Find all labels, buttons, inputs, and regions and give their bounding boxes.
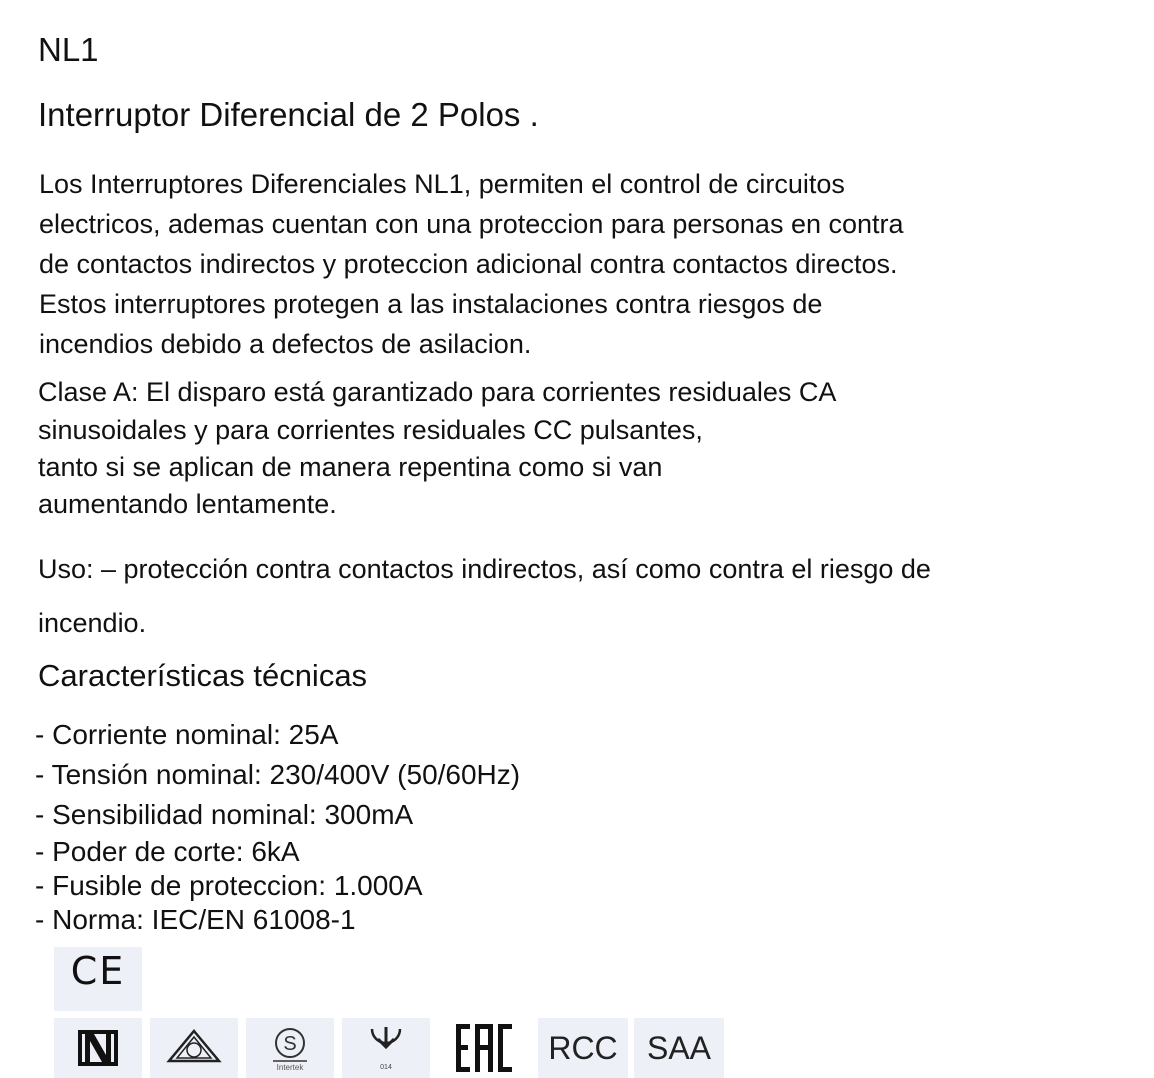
usage-paragraph [38, 542, 931, 650]
spec-item: - Corriente nominal: 25A [35, 719, 339, 750]
ce-mark-icon [54, 947, 142, 1011]
description-line: incendios debido a defectos de asilacion. [39, 329, 532, 359]
saa-label: SAA [646, 1029, 712, 1066]
description-line: electricos, ademas cuentan con una proteccion para personas en contra [39, 209, 904, 239]
class-a-line: Clase A: El disparo está garantizado para corrientes residuales CA [38, 377, 837, 407]
rcc-mark-icon [538, 1018, 628, 1078]
description-line: de contactos indirectos y proteccion adicional contra contactos directos. [39, 249, 898, 279]
saa-mark-icon [634, 1018, 724, 1078]
n-mark-icon [54, 1018, 142, 1078]
eac-mark-graphic [454, 1022, 514, 1074]
eac-mark-icon [438, 1018, 530, 1078]
conformity-mark-code: 014 [380, 1064, 392, 1071]
intertek-label: Intertek [276, 1063, 304, 1071]
description-line: Estos interruptores protegen a las instalaciones contra riesgos de [39, 289, 823, 319]
product-title: Interruptor Diferencial de 2 Polos . [38, 96, 539, 133]
usage-line: incendio. [38, 608, 147, 638]
spec-item: - Poder de corte: 6kA [35, 836, 300, 867]
description-paragraph [39, 164, 904, 364]
spec-item: - Tensión nominal: 230/400V (50/60Hz) [35, 759, 521, 790]
spec-item: - Sensibilidad nominal: 300mA [35, 799, 414, 830]
rcc-label: RCC [548, 1029, 618, 1066]
intertek-s-mark-icon [246, 1018, 334, 1078]
vde-mark-graphic [164, 1028, 224, 1068]
class-a-paragraph [38, 373, 836, 523]
spec-item: - Norma: IEC/EN 61008-1 [35, 904, 356, 935]
class-a-line: sinusoidales y para corrientes residuales CC pulsantes, [38, 415, 703, 445]
product-model: NL1 [38, 31, 99, 68]
intertek-s-letter: S [283, 1033, 297, 1055]
class-a-line: tanto si se aplican de manera repentina como si van [38, 452, 663, 482]
specs-heading: Características técnicas [38, 658, 368, 693]
n-mark-graphic [76, 1028, 120, 1068]
description-line: Los Interruptores Diferenciales NL1, permiten el control de circuitos [39, 169, 845, 199]
usage-line: Uso: – protección contra contactos indirectos, así como contra el riesgo de [38, 554, 931, 584]
class-a-line: aumentando lentamente. [38, 489, 337, 519]
spec-item: - Fusible de proteccion: 1.000A [35, 870, 423, 901]
intertek-s-graphic [265, 1025, 315, 1071]
specs-list [35, 715, 520, 937]
vde-mark-icon [150, 1018, 238, 1078]
ce-mark-label: CE [70, 949, 126, 993]
conformity-mark-graphic [364, 1023, 408, 1073]
conformity-mark-icon [342, 1018, 430, 1078]
